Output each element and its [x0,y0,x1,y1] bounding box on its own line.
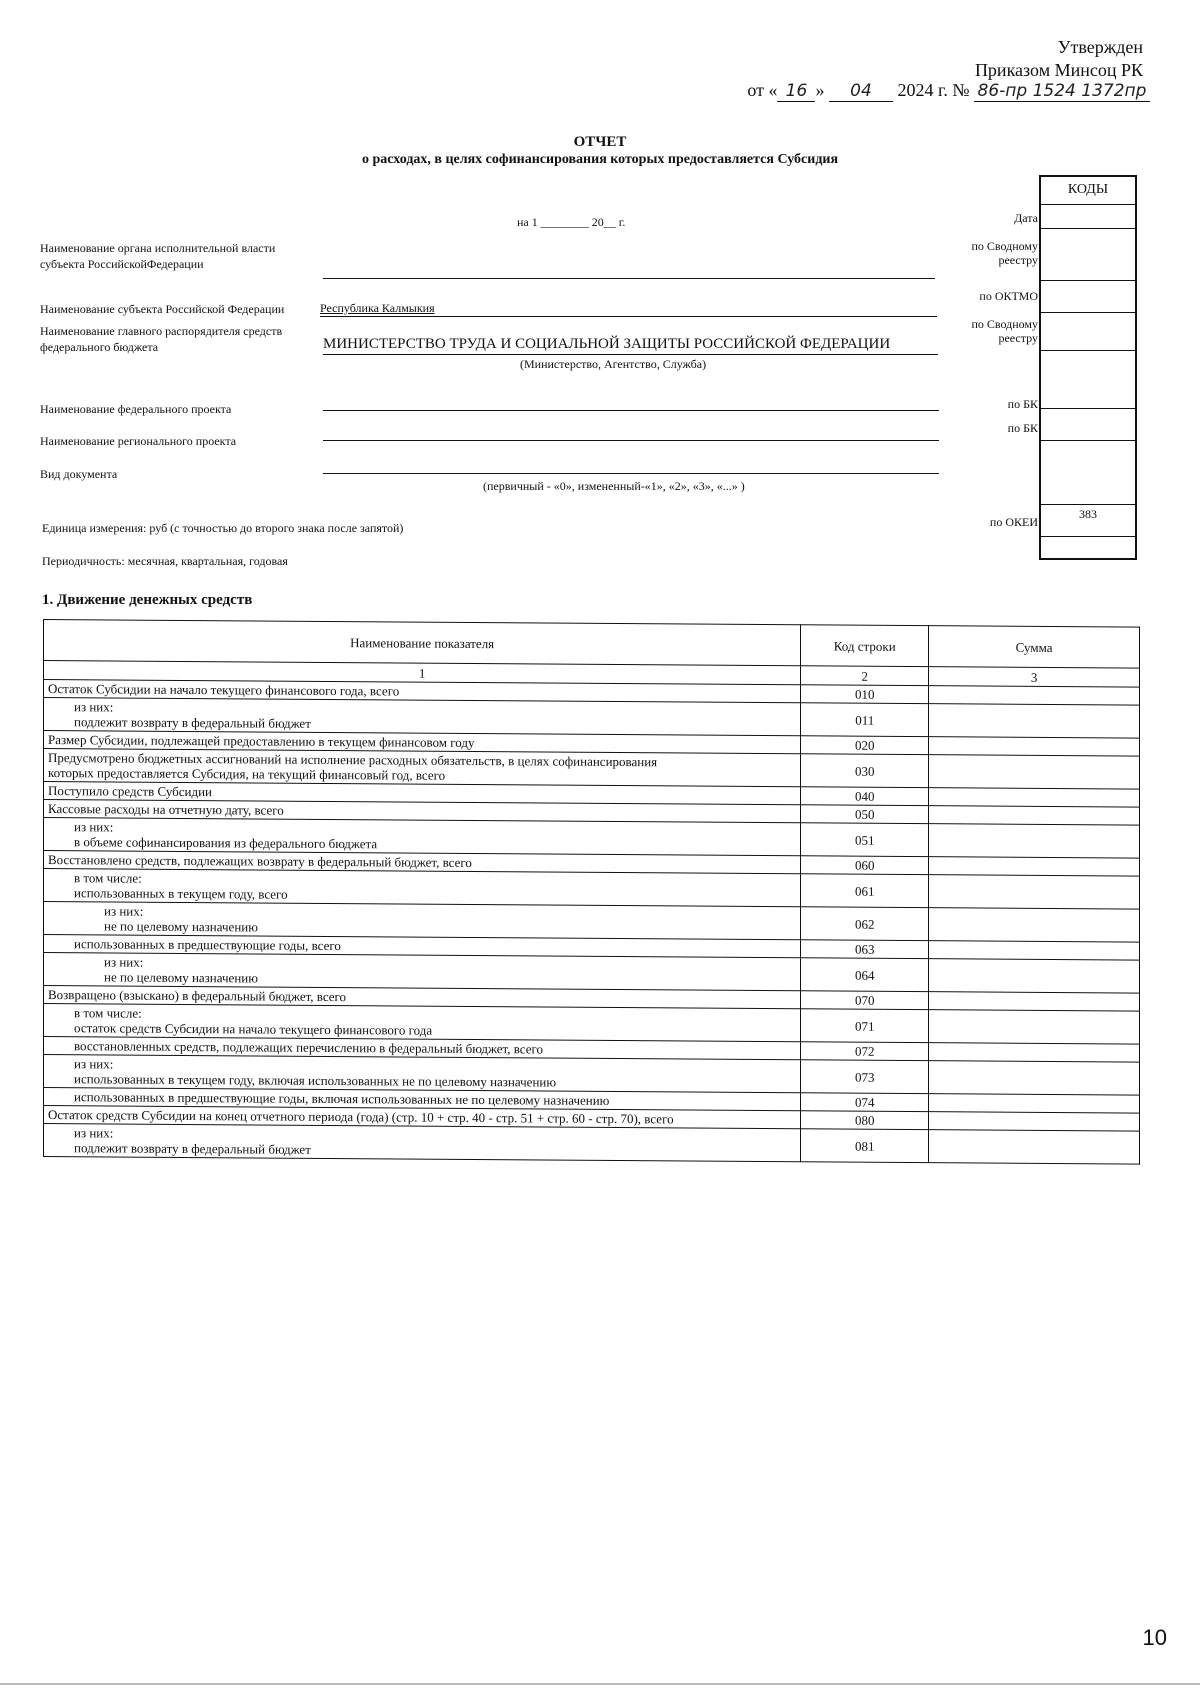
row-sum-cell[interactable] [929,824,1140,858]
federal-project-field[interactable] [323,410,939,411]
row-sum-cell[interactable] [929,959,1140,993]
col-header-sum: Сумма [929,626,1140,668]
table-row [44,1124,1140,1165]
row-sum-cell[interactable] [929,1094,1140,1113]
report-date-line: на 1 ________ 20__ г. [517,215,626,229]
cash-flow-table [43,619,1140,1165]
row-name-line: Предусмотрено бюджетных ассигнований на исполнение расходных обязательств, в целях софинансирования [48,750,658,770]
approval-line-1: Утвержден [1057,37,1143,57]
row-code: 010 [801,685,929,704]
report-subtitle: о расходах, в целях софинансирования которых предоставляется Субсидия [361,152,839,167]
doc-type-field[interactable] [323,473,939,474]
row-code: 073 [801,1060,929,1094]
row-name-line-2: остаток средств Субсидии на начало текущего финансового года [74,1020,433,1038]
row-code: 011 [801,703,929,737]
row-name-line: Размер Субсидии, подлежащей предоставлению в текущем финансовом году [48,732,475,751]
row-name-line-2: подлежит возврату в федеральный бюджет [74,1140,311,1157]
code-svod1-label: по Сводному реестру [971,239,1038,267]
subject-field[interactable] [320,300,937,317]
code-bk1-cell[interactable] [1007,351,1135,411]
row-name [44,902,801,940]
row-name-line: Возвращено (взыскано) в федеральный бюджет, всего [48,987,347,1005]
row-name [44,818,801,856]
row-code: 063 [801,940,929,959]
row-name-line: использованных в предшествующие годы, всего [74,936,341,954]
row-sum-cell[interactable] [929,1010,1140,1044]
codes-box [971,175,1137,560]
row-code: 064 [801,958,929,992]
row-name-line-2: подлежит возврату в федеральный бюджет [74,714,311,731]
federal-project-label: Наименование федерального проекта [40,402,232,416]
order-mid: » [815,80,825,100]
code-bk2-label: по БК [1007,421,1038,435]
row-code: 062 [801,907,929,941]
row-name-line: Остаток средств Субсидии на конец отчетного периода (года) (стр. 10 + стр. 40 - стр. 51 + стр. 60 - стр. 70), всего [48,1107,674,1127]
row-sum-cell[interactable] [929,941,1140,960]
row-name-line: восстановленных средств, подлежащих перечислению в федеральный бюджет, всего [74,1038,543,1057]
row-code: 060 [801,856,929,875]
code-oktmo-label: по ОКТМО [979,289,1038,303]
report-title: ОТЧЕТ [573,134,627,150]
doc-type-hint: (первичный - «0», измененный-«1», «2», «3», «...» ) [483,479,745,493]
row-sum-cell[interactable] [929,875,1140,909]
row-code: 070 [801,991,929,1010]
regional-project-label: Наименование регионального проекта [40,434,237,448]
subject-label: Наименование субъекта Российской Федерации [40,302,285,316]
row-code: 071 [801,1009,929,1043]
main-manager-label: Наименование главного распорядителя средств федерального бюджета [40,324,283,354]
row-sum-cell[interactable] [929,686,1140,705]
order-year: 2024 г. № [897,80,970,100]
subject-value: Республика Калмыкия [320,301,435,315]
order-day: 16 [777,81,815,102]
row-name [44,749,801,787]
order-number-handwritten: 86-пр 1524 1372пр [974,81,1150,102]
row-name-line: Восстановлено средств, подлежащих возврату в федеральный бюджет, всего [48,852,472,870]
unit-label: Единица измерения: руб (с точностью до второго знака после запятой) [42,521,404,535]
row-name-line: Поступило средств Субсидии [48,783,213,800]
row-code: 061 [801,874,929,908]
row-name-line: из них: [74,819,114,835]
row-name-line: из них: [104,903,144,919]
row-sum-cell[interactable] [929,908,1140,942]
col-header-code: Код строки [801,625,929,667]
periodicity-label: Периодичность: месячная, квартальная, годовая [42,554,288,568]
row-name-line: в том числе: [74,1005,142,1021]
col-header-name: Наименование показателя [44,620,801,666]
row-name-line-2: в объеме софинансирования из федерального бюджета [74,834,378,852]
row-code: 040 [801,787,929,806]
row-name [44,1004,801,1042]
regional-project-field[interactable] [323,440,939,441]
row-code: 051 [801,823,929,857]
row-name [44,1055,801,1093]
row-name-line: из них: [74,1056,114,1072]
code-oktmo-cell[interactable] [979,281,1135,313]
order-date-number [747,80,1150,102]
code-svod2-label: по Сводному реестру [971,317,1038,345]
row-sum-cell[interactable] [929,857,1140,876]
main-manager-value: МИНИСТЕРСТВО ТРУДА И СОЦИАЛЬНОЙ ЗАЩИТЫ РОССИЙСКОЙ ФЕДЕРАЦИИ [323,336,891,352]
row-code: 020 [801,736,929,755]
order-month: 04 [829,81,893,102]
row-name-line-2: использованных в текущем году, включая использованных не по целевому назначению [74,1071,557,1090]
order-from: от « [747,80,778,100]
doc-type-label: Вид документа [40,467,118,481]
code-bk1-label: по БК [1007,397,1038,411]
code-okei-value: 383 [1079,507,1097,521]
col-number-3: 3 [929,667,1140,687]
row-code: 080 [801,1111,929,1130]
row-name-line-2: не по целевому назначению [104,918,258,935]
code-date-label: Дата [1014,211,1038,225]
row-code: 072 [801,1042,929,1061]
row-sum-cell[interactable] [929,806,1140,825]
row-name-line-2: которых предоставляется Субсидия, на текущий финансовый год, всего [48,765,446,783]
row-name [44,1124,801,1162]
code-okei-cell[interactable] [989,505,1135,537]
row-sum-cell[interactable] [929,1112,1140,1131]
section-title: 1. Движение денежных средств [42,592,253,608]
row-name-line: Кассовые расходы на отчетную дату, всего [48,801,284,818]
row-name-line: Остаток Субсидии на начало текущего финансового года, всего [48,681,400,699]
code-svod1-cell[interactable] [971,229,1135,281]
code-bk2-cell[interactable] [1007,409,1135,441]
row-name-line: использованных в предшествующие годы, включая использованных не по целевому назначению [74,1089,610,1108]
row-sum-cell[interactable] [929,992,1140,1011]
col-number-2: 2 [801,666,929,686]
code-okei-label: по ОКЕИ [989,515,1038,529]
row-name-line-2: использованных в текущем году, всего [74,885,288,902]
code-date-cell[interactable] [1014,205,1135,229]
row-sum-cell[interactable] [929,704,1140,738]
row-name-line: из них: [74,699,114,715]
code-svod2-cell[interactable] [971,313,1135,351]
approval-block [975,36,1143,82]
row-name-line: из них: [104,954,144,970]
row-name-line-2: не по целевому назначению [104,969,258,986]
code-doctype-cell[interactable] [1041,441,1135,505]
row-sum-cell[interactable] [929,737,1140,756]
main-manager-hint: (Министерство, Агентство, Служба) [520,357,707,371]
exec-body-label: Наименование органа исполнительной власти субъекта РоссийскойФедерации [40,241,276,271]
row-sum-cell[interactable] [929,755,1140,789]
row-name [44,869,801,907]
codes-header: КОДЫ [1041,177,1135,205]
row-name [44,953,801,991]
scan-edge-line [0,1683,1200,1685]
approval-line-2: Приказом Минсоц РК [974,60,1143,80]
page-number: 10 [1142,1625,1167,1650]
row-name-line: из них: [74,1125,114,1141]
row-sum-cell[interactable] [929,1130,1140,1164]
row-code: 030 [801,754,929,788]
exec-body-field[interactable] [323,278,935,279]
table-body [44,680,1140,1165]
row-code: 050 [801,805,929,824]
row-code: 074 [801,1093,929,1112]
main-manager-field[interactable] [323,336,938,355]
row-name-line: в том числе: [74,870,142,886]
row-name [44,698,801,736]
row-sum-cell[interactable] [929,1061,1140,1095]
row-sum-cell[interactable] [929,1043,1140,1062]
row-code: 081 [801,1129,929,1163]
row-sum-cell[interactable] [929,788,1140,807]
col-number-1: 1 [44,661,801,685]
